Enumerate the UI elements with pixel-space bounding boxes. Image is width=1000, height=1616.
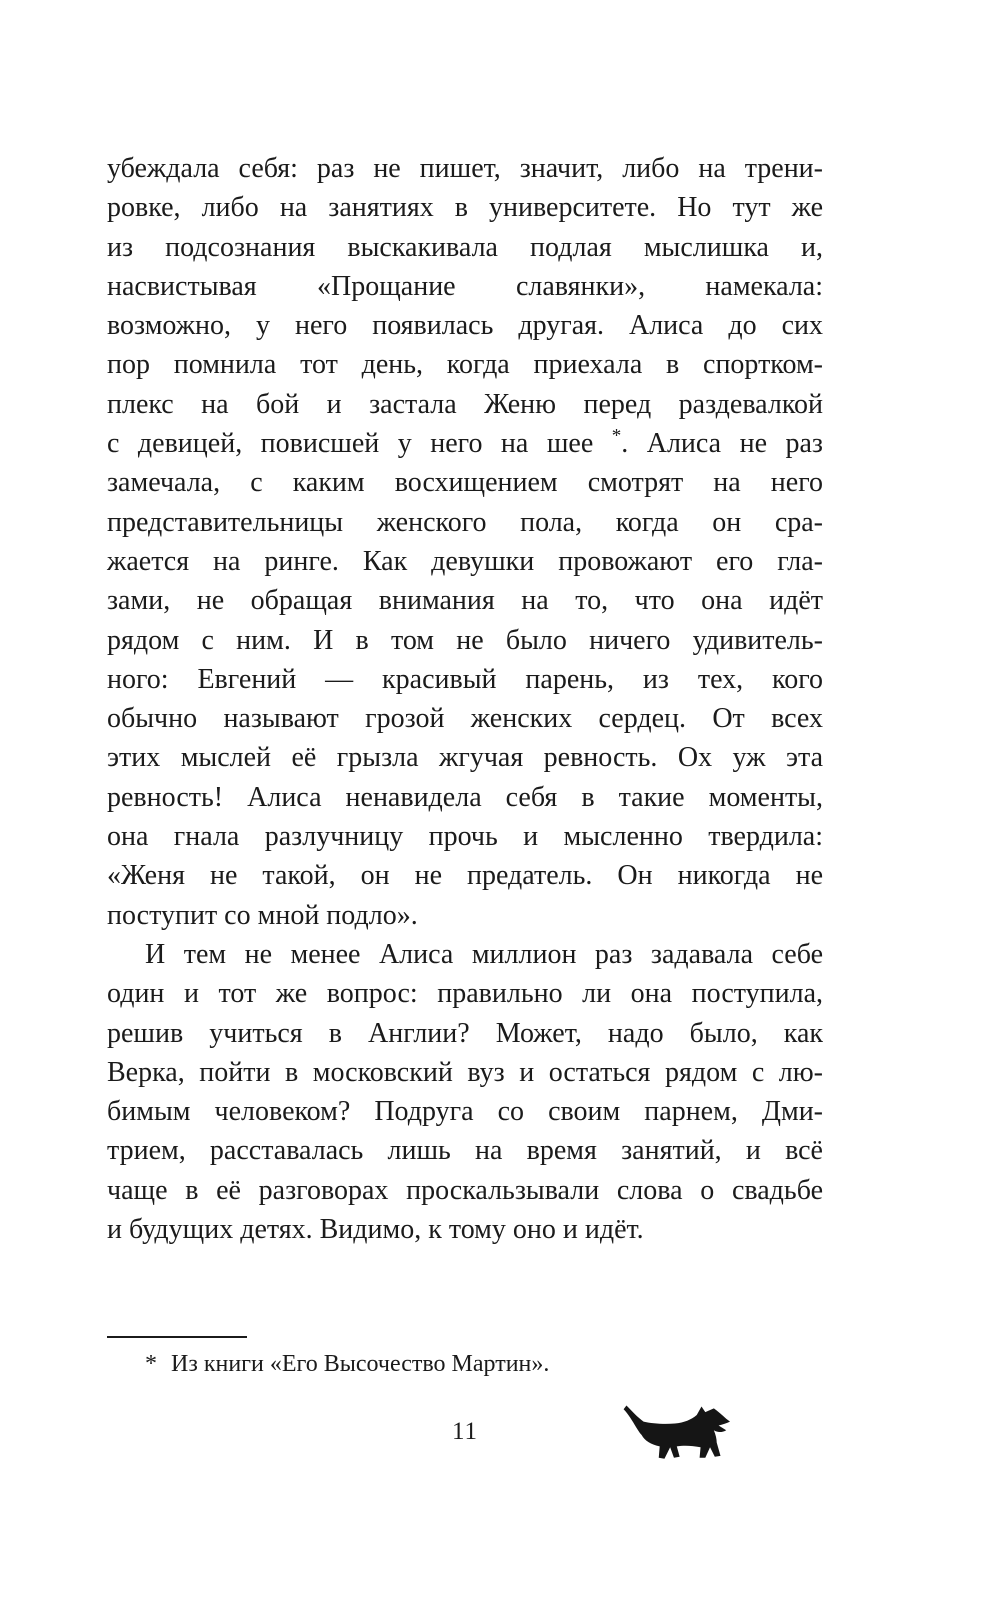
text-line: из подсознания выскакивала подлая мыслишка и, xyxy=(107,231,823,263)
text-line: жается на ринге. Как девушки провожают его гла- xyxy=(107,545,823,577)
text-line: насвистывая «Прощание славянки», намекала: xyxy=(107,270,823,302)
footnote-text: Из книги «Его Высочество Мартин». xyxy=(171,1351,550,1377)
text-line: с девицей, повисшей у него на шее *. Алиса не раз xyxy=(107,425,823,460)
text-line: бимым человеком? Подруга со своим парнем, Дми- xyxy=(107,1096,823,1128)
text-line: представительницы женского пола, когда он сра- xyxy=(107,506,823,538)
page-number: 11 xyxy=(451,1418,479,1445)
text-line: обычно называют грозой женских сердец. От всех xyxy=(107,703,823,735)
text-line: «Женя не такой, он не предатель. Он никогда не xyxy=(107,860,823,892)
text-line: поступит со мной подло». xyxy=(107,899,418,931)
text-line: пор помнила тот день, когда приехала в спортком- xyxy=(107,349,823,381)
text-line: она гнала разлучницу прочь и мысленно твердила: xyxy=(107,821,823,853)
text-line: замечала, с каким восхищением смотрят на него xyxy=(107,467,823,499)
text-line: возможно, у него появилась другая. Алиса до сих xyxy=(107,310,823,342)
text-line: ровке, либо на занятиях в университете. Но тут же xyxy=(107,192,823,224)
text-line: решив учиться в Англии? Может, надо было, как xyxy=(107,1017,823,1049)
dog-silhouette-icon xyxy=(616,1403,730,1465)
text-line: ного: Евгений — красивый парень, из тех, кого xyxy=(107,663,823,695)
text-line: один и тот же вопрос: правильно ли она поступила, xyxy=(107,978,823,1010)
text-line: Верка, пойти в московский вуз и остаться рядом с лю- xyxy=(107,1056,823,1088)
text-line: плекс на бой и застала Женю перед раздевалкой xyxy=(107,388,823,420)
text-line: трием, расставалась лишь на время занятий, и всё xyxy=(107,1135,823,1167)
text-line: рядом с ним. И в том не было ничего удивитель- xyxy=(107,624,823,656)
footnote xyxy=(107,1349,823,1379)
paragraph xyxy=(107,935,823,1249)
text-line: и будущих детях. Видимо, к тому оно и идёт. xyxy=(107,1214,644,1246)
footnote-ref: * xyxy=(611,425,622,447)
paragraph xyxy=(107,149,823,935)
text-line: зами, не обращая внимания на то, что она идёт xyxy=(107,585,823,617)
body-text xyxy=(107,149,823,1249)
text-line: чаще в её разговорах проскальзывали слова о свадьбе xyxy=(107,1174,823,1206)
footnote-marker: * xyxy=(145,1351,157,1377)
text-line: убеждала себя: раз не пишет, значит, либо на трени- xyxy=(107,153,823,184)
text-line: И тем не менее Алиса миллион раз задавала себе xyxy=(145,938,823,970)
text-line: ревность! Алиса ненавидела себя в такие моменты, xyxy=(107,781,823,813)
text-line: этих мыслей её грызла жгучая ревность. Ох уж эта xyxy=(107,742,823,774)
footnote-divider xyxy=(107,1336,247,1338)
